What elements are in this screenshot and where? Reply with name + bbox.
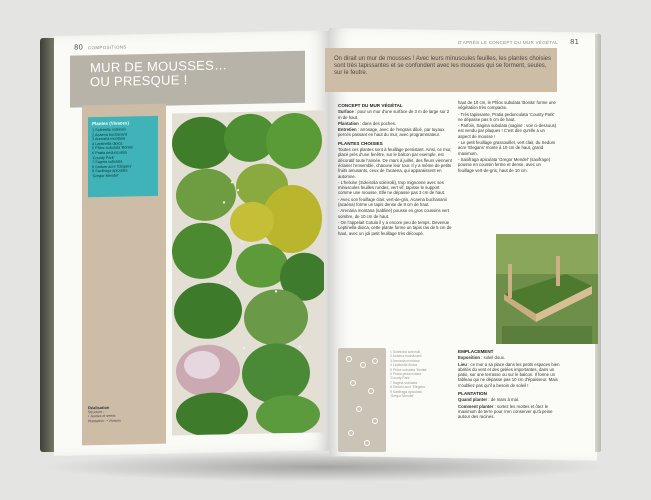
diagram-marker (364, 440, 370, 446)
section-heading: CONCEPT DU MUR VÉGÉTAL (338, 103, 403, 108)
page-number-left: 80 (74, 43, 83, 52)
paragraph-label: Surface (338, 109, 354, 115)
paragraph-text: : de mars à mai. (487, 397, 520, 403)
title-line-2: OU PRESQUE ! (90, 72, 188, 90)
title-line-1: MUR DE MOUSSES… (90, 57, 228, 76)
paragraph (338, 127, 452, 138)
paragraph-text: - Parfois, Sagina subulata (sagine : voir ci-dessous) est vendu par plaques ! C'est dire qu'elle a un aspect de mousse ! (458, 123, 557, 139)
list-item: 8 Sedum acre 'Elegans' (92, 164, 132, 169)
paragraph-label: Lieu (458, 361, 467, 367)
paragraph (338, 147, 452, 179)
paragraph (338, 220, 452, 236)
paragraph (458, 397, 562, 402)
list-item: 1 Soleirolia soleirolii (92, 127, 126, 133)
paragraph-text: - Arenaria montana (sabline) pousse en gros coussins vert sombre, de 10 cm de haut. (338, 208, 450, 219)
grass-tray-illustration (496, 234, 598, 344)
paragraph-label: Quand planter (458, 397, 488, 403)
legend-item: 1 Soleirolia soleirolii (390, 350, 420, 354)
paragraph-text: haut de 10 cm, le Phlox subulata 'Bonita' forme une végétation très compacte. (458, 100, 556, 111)
paragraph (458, 157, 558, 173)
paragraph (338, 180, 452, 196)
paragraph-label: Entretien (338, 127, 357, 133)
list-item: 2 Acaena buchananii (92, 132, 128, 137)
text-column-2-bottom (458, 346, 562, 421)
paragraph (458, 112, 558, 123)
list-item: Structure : (88, 409, 105, 415)
paragraph-text: - Avec son feuillage clair, vert-de-gris, Acaena buchananii (acaéna) forme un tapis dense de 8 cm de haut. (338, 196, 447, 208)
list-item: 4 Leptinella dioica (92, 141, 123, 146)
legend-item: 7 Sagina subulata (390, 380, 418, 385)
diagram-marker (350, 380, 356, 386)
paragraph (458, 100, 558, 111)
moss-wall-illustration (172, 110, 324, 435)
paragraph (458, 140, 558, 156)
legend-item: 'Gregor Mendel' (390, 394, 414, 399)
section-heading: EMPLACEMENT (458, 349, 494, 354)
legend-item: 9 Saxifraga apiculata (390, 389, 422, 394)
realisation-heading: Réalisation (88, 404, 110, 411)
list-item: 3 Arenaria montana (92, 136, 126, 142)
section-heading: PLANTATION (458, 391, 487, 397)
paragraph-text: : soleil doux. (479, 355, 506, 361)
plants-box-heading: Plantes (Vivaces) (92, 120, 129, 127)
list-item: 'Gregor Mendel' (92, 173, 119, 179)
page-number-right: 81 (570, 38, 579, 46)
legend-item: 3 Arenaria montana (390, 358, 420, 363)
legend-item: 6 Pratia pedunculata (390, 372, 422, 377)
paragraph (458, 362, 562, 388)
paragraph (338, 208, 452, 219)
paragraph-text: : pour un mur d'une surface de 3 m de large sur 2 m de haut. (338, 109, 450, 120)
diagram-marker (348, 430, 354, 436)
list-item: • Jeunes et semis (88, 414, 116, 419)
text-column-1 (338, 100, 452, 237)
paragraph-label: Comment planter (458, 403, 494, 409)
list-item: 9 Saxifraga apiculata (92, 168, 128, 174)
diagram-legend (390, 350, 450, 398)
paragraph-text: : ce mur a sa place dans les petits espaces bien abrités du vent et des gelées importantes, dans un patio, sur une terrasse ou sur le balcon. Il forme un tableau qui ne dépasse pas 10 cm d'épaisseur. Mais n'oubliez pas qu'il a besoin de soleil ! (458, 361, 560, 388)
paragraph-label: Plantation (338, 120, 359, 126)
paragraph (338, 109, 452, 120)
diagram-marker (356, 406, 362, 412)
diagram-marker (372, 358, 378, 364)
list-item: 6 Pratia pedunculata (92, 150, 127, 156)
paragraph-text: - Saxifraga apiculata 'Gregor Mendel' (saxifrage) pousse en coussin ferme et dense, avec un feuillage vert-de-gris, haut de 10 cm. (458, 156, 551, 173)
text-column-2 (458, 100, 558, 174)
running-head-right: D'APRÈS LE CONCEPT DU MUR VÉGÉTAL (458, 40, 559, 45)
diagram-marker (372, 418, 378, 424)
paragraph-text: : sortez les mottes et ôtez le maximum de terre pour n'en conserver qu'à peine autour des racines. (458, 403, 553, 420)
paragraph (458, 355, 562, 360)
paragraph (338, 197, 452, 208)
legend-item: 5 Phlox subulata 'Bonita' (390, 367, 427, 372)
moss-wall-photo (172, 110, 324, 435)
intro-text: On dirait un mur de mousses ! Avec leurs minuscules feuilles, les plantes choisies sont très tapissantes et se confondent avec les mousses qui se forment, seules, sur le feutre. (334, 56, 551, 77)
plants-box (88, 116, 158, 197)
list-item: Plantation : • Vivaces (88, 418, 121, 423)
paragraph (458, 123, 558, 139)
paragraph-label: Exposition (458, 355, 480, 361)
legend-item: 4 Leptinella dioica (390, 363, 418, 368)
paragraph-text: : dans des poches. (358, 120, 397, 126)
paragraph-text: Toutes ces plantes sont à feuillage persistant. Ainsi, ce mur, placé près d'une fenêtre, sur le balcon par exemple, est décoratif toute l'année. De mars à juillet, des fleurs viennent éclairer l'ensemble, chacune leur tour. Il y a même de petits fruits amusants, ceux de l'acaena, qui apparaissent en automne. (338, 147, 452, 179)
list-item: 7 Sagina subulata (92, 159, 123, 165)
page-title (90, 58, 227, 89)
planting-diagram (338, 348, 386, 452)
paragraph-text: - Le petit feuillage grassouillet, vert clair, du Sedum acre 'Elegans' monte à 10 cm de haut, grand maximum. (458, 140, 556, 156)
legend-item: 'County Park' (390, 376, 410, 381)
paragraph (338, 121, 452, 126)
list-item: 'County Park' (92, 155, 115, 160)
legend-item: 8 Sedum acre 'Elegans' (390, 385, 426, 390)
running-head-left: COMPOSITIONS (88, 44, 127, 51)
list-item: 5 Phlox subulata 'Bonita' (92, 145, 134, 151)
diagram-marker (368, 388, 374, 394)
paragraph (458, 404, 562, 420)
paragraph-text: - On l'appelait Cotula il y a encore peu de temps. Devenue Leptinella dioica, cette plante forme un tapis ras de 5 cm de haut, avec un joli petit feuillage très découpé. (338, 219, 452, 236)
paragraph-text: - Très tapissante, Pratia pedunculata 'County Park' ne dépasse pas 5 cm de haut. (458, 111, 555, 122)
open-book (40, 28, 600, 460)
diagram-marker (360, 362, 366, 368)
grass-tray-photo (496, 234, 598, 344)
legend-item: 2 Acaena buchananii (390, 354, 422, 359)
section-heading: PLANTES CHOISIES (338, 140, 383, 146)
diagram-marker (346, 356, 352, 362)
realisation-box (88, 404, 158, 423)
paragraph-text: : arrosage, avec de l'engrais dilué, par tuyaux percés passant en haut du mur, avec programmateur. (338, 127, 445, 138)
paragraph-text: - L'helxine (Soleirolia soleirolii), trop mignonne avec ses minuscules feuilles rondes, vert vif, tapisse le support comme une mousse. Elle ne dépasse pas 3 cm de haut. (338, 179, 446, 196)
left-page (54, 30, 329, 456)
